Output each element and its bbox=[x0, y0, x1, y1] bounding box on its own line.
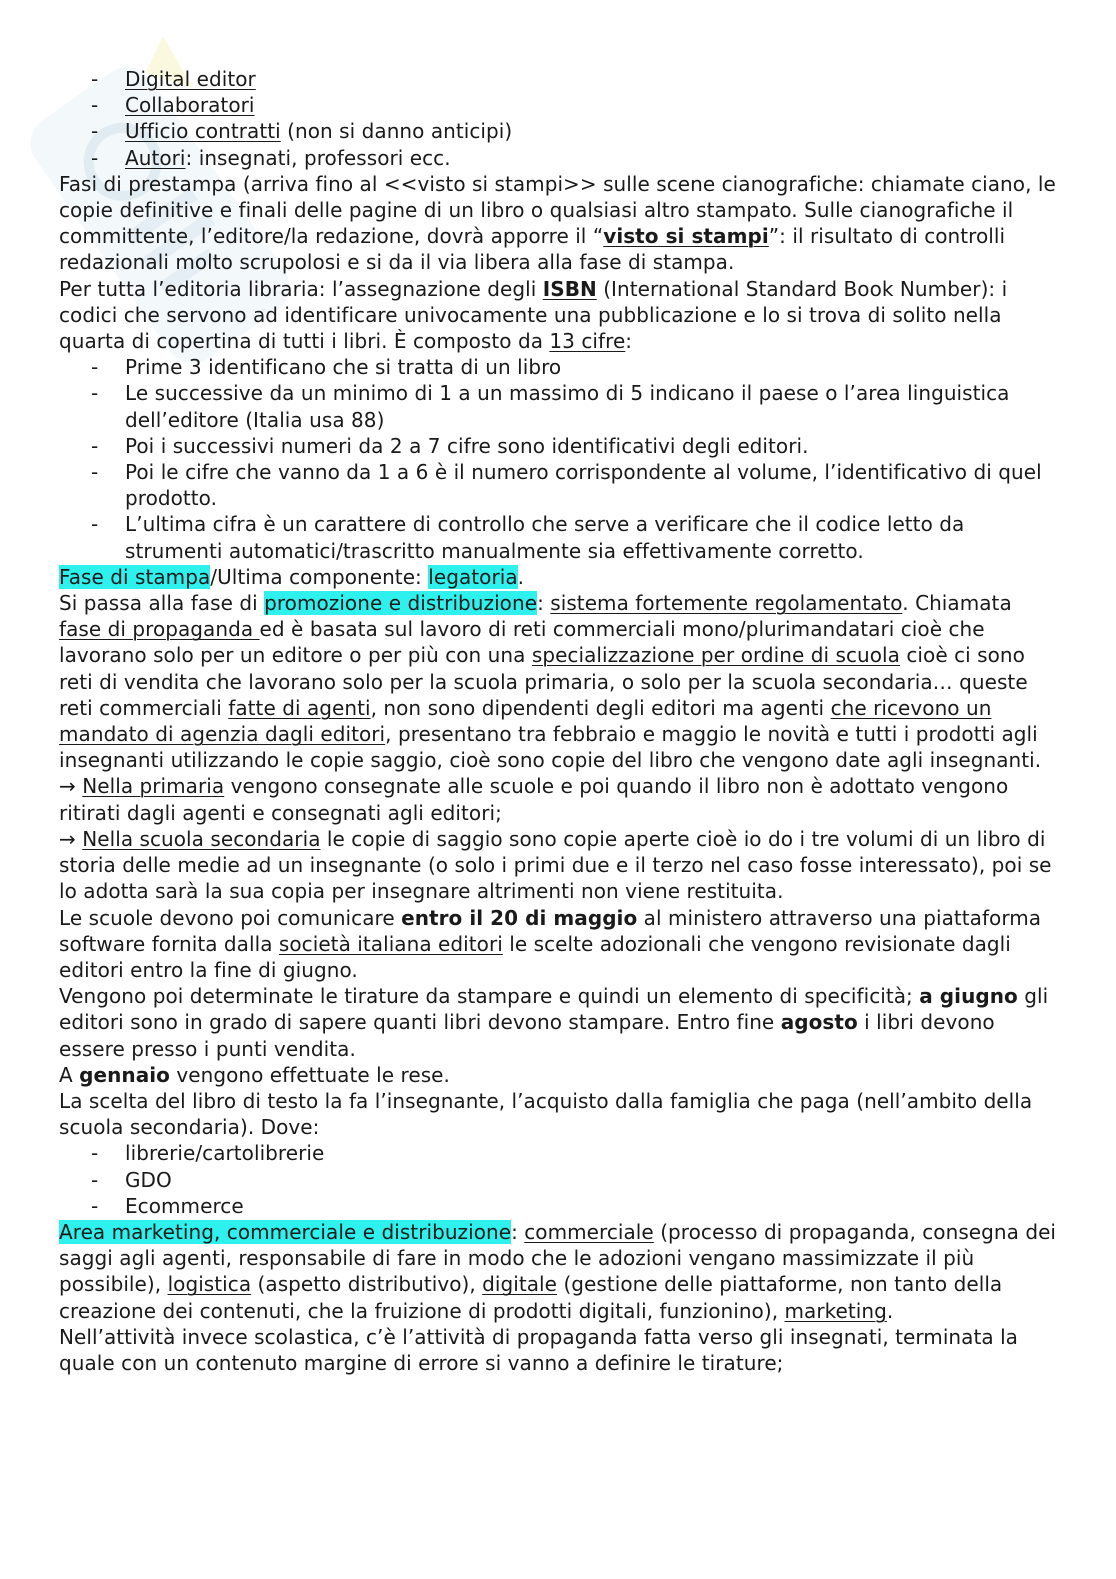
list-item-collaboratori: - Collaboratori bbox=[59, 92, 1059, 118]
paragraph-scelta: La scelta del libro di testo la fa l’insegnante, l’acquisto dalla famiglia che paga (nell’ambito della scuola secondaria). Dove: bbox=[59, 1088, 1033, 1140]
document-body bbox=[59, 66, 1059, 1376]
paragraph-attivita: Nell’attività invece scolastica, c’è l’attività di propaganda fatta verso gli insegnati, terminata la quale con un contenuto margine di errore si vanno a definire le tirature; bbox=[59, 1324, 1018, 1375]
paragraph-stampa: Fase di stampa/Ultima componente: legatoria. bbox=[59, 564, 525, 589]
list-item-canale: - GDO bbox=[59, 1167, 1059, 1193]
list-item-canale: - librerie/cartolibrerie bbox=[59, 1140, 1059, 1166]
list-item-autori: - Autori: insegnati, professori ecc. bbox=[59, 145, 1059, 171]
paragraph-area: Area marketing, commerciale e distribuzione: commerciale (processo di propaganda, consegna dei saggi agli agenti, responsabile di fare in modo che le adozioni vengano massimizzate il più possibile), logistica (aspetto distributivo), digitale (gestione delle piattaforme, non tanto della creazione dei contenuti, che la fruizione di prodotti digitali, funzionino), marketing. bbox=[59, 1219, 1057, 1323]
paragraph-promozione: Si passa alla fase di promozione e distribuzione: sistema fortemente regolamentato. Chiamata fase di propaganda ed è basata sul lavoro di reti commerciali mono/plurimandatari cioè che lavorano solo per un editore o per più con una specializzazione per ordine di scuola cioè ci sono reti di vendita che lavorano solo per la scuola primaria, o solo per la scuola secondaria… queste reti commerciali fatte di agenti, non sono dipendenti degli editori ma agenti che ricevono un mandato di agenzia dagli editori, presentano tra febbraio e maggio le novità e tutti i prodotti agli insegnanti utilizzando le copie saggio, cioè sono copie del libro che vengono date agli insegnanti. bbox=[59, 591, 1042, 773]
list-item-digital-editor: - Digital editor bbox=[59, 66, 1059, 92]
isbn-list-item: - Poi i successivi numeri da 2 a 7 cifre sono identificativi degli editori. bbox=[59, 433, 1059, 459]
paragraph-secondaria: → Nella scuola secondaria le copie di saggio sono copie aperte cioè io do i tre volumi di un libro di storia delle medie ad un insegnante (o solo i primi due e il terzo nel caso fosse interessato), poi se lo adotta sarà la sua copia per insegnare altrimenti non viene restituita. bbox=[59, 826, 1052, 904]
arrow-right-icon: → bbox=[59, 826, 76, 851]
isbn-list-item: - Prime 3 identificano che si tratta di un libro bbox=[59, 354, 1059, 380]
paragraph-tirature: Vengono poi determinate le tirature da stampare e quindi un elemento di specificità; a giugno gli editori sono in grado di sapere quanti libri devono stampare. Entro fine agosto i libri devono essere presso i punti vendita. bbox=[59, 984, 1049, 1061]
isbn-list-item: - Le successive da un minimo di 1 a un massimo di 5 indicano il paese o l’area linguistica dell’editore (Italia usa 88) bbox=[59, 380, 1059, 432]
arrow-right-icon: → bbox=[59, 774, 76, 799]
list-item-canale: - Ecommerce bbox=[59, 1193, 1059, 1219]
isbn-list-item: - L’ultima cifra è un carattere di controllo che serve a verificare che il codice letto da strumenti automatici/trascritto manualmente sia effettivamente corretto. bbox=[59, 511, 1059, 563]
list-item-ufficio-contratti: - Ufficio contratti (non si danno anticipi) bbox=[59, 118, 1059, 144]
paragraph-primaria: → Nella primaria vengono consegnate alle scuole e poi quando il libro non è adottato vengono ritirati dagli agenti e consegnati agli editori; bbox=[59, 774, 1009, 825]
paragraph-scuole: Le scuole devono poi comunicare entro il 20 di maggio al ministero attraverso una piattaforma software fornita dalla società italiana editori le scelte adozionali che vengono revisionate dagli editori entro la fine di giugno. bbox=[59, 905, 1042, 982]
paragraph-prestampa: Fasi di prestampa (arriva fino al <<visto si stampi>> sulle scene cianografiche: chiamate ciano, le copie definitive e finali delle pagine di un libro o qualsiasi altro stampato. Sulle cianografiche il committente, l’editore/la redazione, dovrà apporre il “visto si stampi”: il risultato di controlli redazionali molto scrupolosi e si da il via libera alla fase di stampa. bbox=[59, 171, 1056, 275]
isbn-list-item: - Poi le cifre che vanno da 1 a 6 è il numero corrispondente al volume, l’identificativo di quel prodotto. bbox=[59, 459, 1059, 511]
paragraph-rese: A gennaio vengono effettuate le rese. bbox=[59, 1062, 450, 1087]
paragraph-isbn: Per tutta l’editoria libraria: l’assegnazione degli ISBN (International Standard Book Number): i codici che servono ad identificare univocamente una pubblicazione e lo si trova di solito nella quarta di copertina di tutti i libri. È composto da 13 cifre: bbox=[59, 276, 1008, 354]
